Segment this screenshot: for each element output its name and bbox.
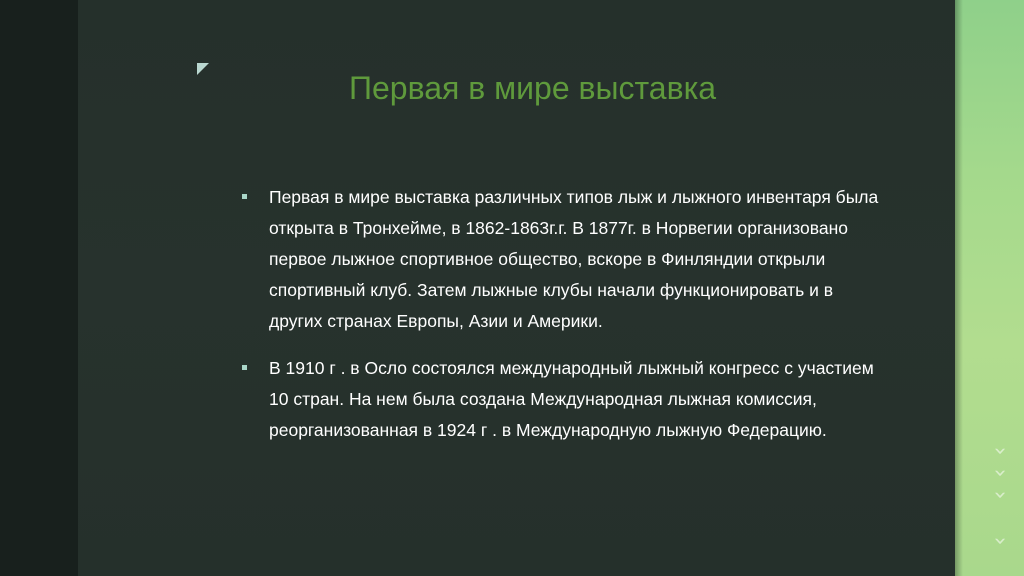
slide-title: Первая в мире выставка <box>349 70 717 106</box>
right-accent-strip <box>955 0 1024 576</box>
slide-content <box>240 182 880 446</box>
bullet-square-icon <box>242 194 247 199</box>
chevron-icon: › <box>987 536 1013 546</box>
corner-triangle-icon <box>197 63 209 75</box>
bullet-item <box>240 353 880 446</box>
bullet-text: В 1910 г . в Осло состоялся международный лыжный конгресс с участием 10 стран. На нем была создана Международная лыжная комиссия, реорганизованная в 1924 г . в Международную лыжную Федерацию. <box>269 358 874 440</box>
chevron-icon: › <box>987 446 1013 456</box>
chevron-icon: › <box>987 468 1013 478</box>
bullet-square-icon <box>242 365 247 370</box>
left-band <box>0 0 78 576</box>
bullet-text: Первая в мире выставка различных типов лыж и лыжного инвентаря была открыта в Тронхейме, в 1862-1863г.г. В 1877г. в Норвегии организовано первое лыжное спортивное общество, вскоре в Финляндии открыли спортивный клуб. Затем лыжные клубы начали функционировать и в других странах Европы, Азии и Америки. <box>269 187 879 331</box>
chevron-icon: › <box>987 490 1013 500</box>
bullet-item <box>240 182 880 337</box>
